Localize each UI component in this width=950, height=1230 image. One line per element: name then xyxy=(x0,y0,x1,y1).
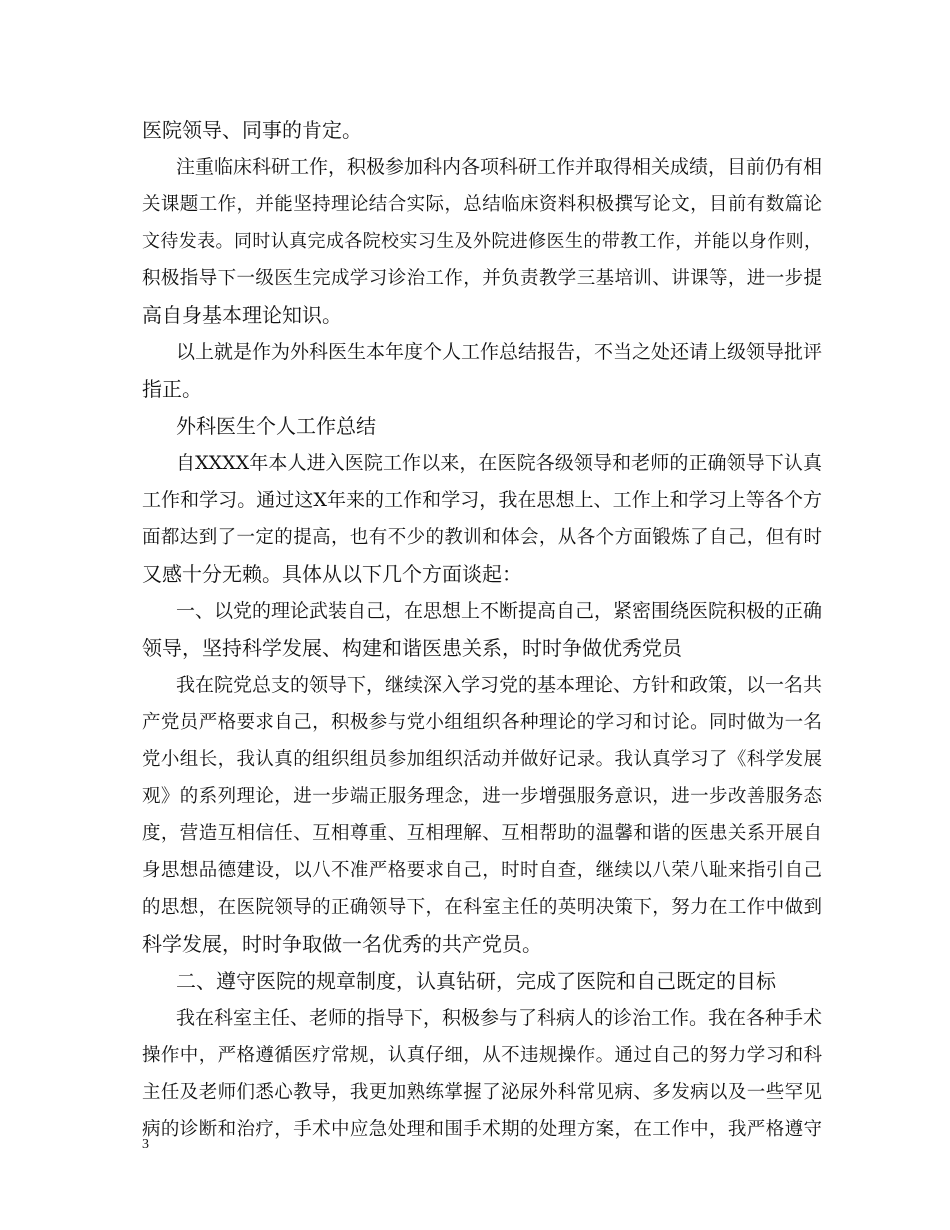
text-line: 外科医生个人工作总结 xyxy=(176,414,376,438)
text-line: 以上就是作为外科医生本年度个人工作总结报告，不当之处还请上级领导批评 xyxy=(176,341,823,363)
text-line: 身思想品德建设，以八不准严格要求自己，时时自查，继续以八荣八耻来指引自己 xyxy=(142,860,822,881)
text-line: 关课题工作，并能坚持理论结合实际，总结临床资料积极撰写论文，目前有数篇论 xyxy=(142,194,822,215)
text-line: 科学发展，时时争取做一名优秀的共产党员。 xyxy=(142,932,542,956)
text-line: 积极指导下一级医生完成学习诊治工作，并负责教学三基培训、讲课等，进一步提 xyxy=(142,268,822,289)
text-line: 二、遵守医院的规章制度，认真钻研，完成了医院和自己既定的目标 xyxy=(176,969,776,993)
text-line: 指正。 xyxy=(142,377,202,401)
text-line: 面都达到了一定的提高，也有不少的教训和体会，从各个方面锻炼了自己，但有时 xyxy=(142,527,822,548)
text-line: 高自身基本理论知识。 xyxy=(142,303,342,327)
text-line: 我在科室主任、老师的指导下，积极参与了科病人的诊治工作。我在各种手术 xyxy=(176,1007,823,1029)
text-line: 操作中，严格遵循医疗常规，认真仔细，从不违规操作。通过自己的努力学习和科 xyxy=(142,1045,822,1066)
text-line: 一、以党的理论武装自己，在思想上不断提高自己，紧密围绕医院积极的正确 xyxy=(176,600,823,622)
text-line: 主任及老师们悉心教导，我更加熟练掌握了泌尿外科常见病、多发病以及一些罕见 xyxy=(142,1082,822,1103)
text-line: 我在院党总支的领导下，继续深入学习党的基本理论、方针和政策，以一名共 xyxy=(176,674,823,696)
text-line: 病的诊断和治疗，手术中应急处理和围手术期的处理方案，在工作中，我严格遵守 xyxy=(142,1119,822,1140)
text-line: 的思想，在医院领导的正确领导下，在科室主任的英明决策下，努力在工作中做到 xyxy=(142,897,822,918)
text-line: 领导，坚持科学发展、构建和谐医患关系，时时争做优秀党员 xyxy=(142,636,682,660)
text-line: 观》的系列理论，进一步端正服务理念，进一步增强服务意识，进一步改善服务态 xyxy=(142,786,822,807)
text-line: 党小组长，我认真的组织组员参加组织活动并做好记录。我认真学习了《科学发展 xyxy=(142,749,822,770)
text-line: 文待发表。同时认真完成各院校实习生及外院进修医生的带教工作，并能以身作则， xyxy=(142,231,822,252)
text-line: 医院领导、同事的肯定。 xyxy=(142,118,362,142)
text-line: 注重临床科研工作，积极参加科内各项科研工作并取得相关成绩，目前仍有相 xyxy=(176,156,823,178)
text-line: 工作和学习。通过这X年来的工作和学习，我在思想上、工作上和学习上等各个方 xyxy=(142,489,822,511)
document-body xyxy=(142,112,822,1148)
text-line: 度，营造互相信任、互相尊重、互相理解、互相帮助的温馨和谐的医患关系开展自 xyxy=(142,823,822,844)
page-number: 3 xyxy=(142,1137,149,1152)
text-line: 自XXXX年本人进入医院工作以来，在医院各级领导和老师的正确领导下认真 xyxy=(176,452,822,474)
text-line: 产党员严格要求自己，积极参与党小组组织各种理论的学习和讨论。同时做为一名 xyxy=(142,712,822,733)
text-line: 又感十分无赖。具体从以下几个方面谈起： xyxy=(142,562,522,586)
